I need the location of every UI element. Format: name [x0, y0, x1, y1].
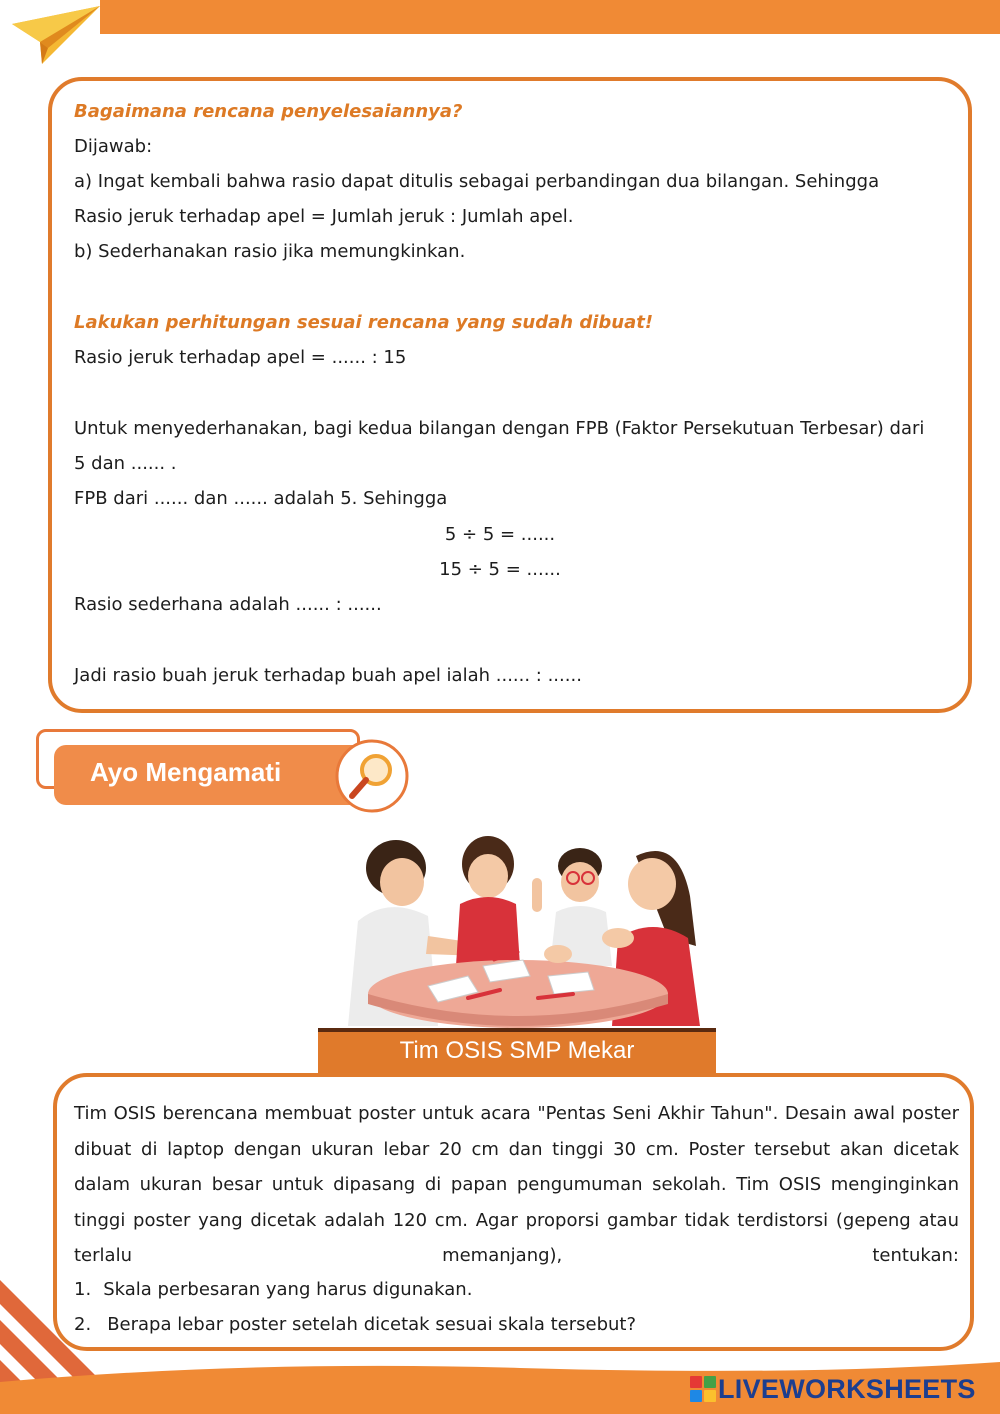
problem-item-number: 1.	[74, 1279, 92, 1300]
answer-label: Dijawab:	[74, 136, 153, 157]
paper-plane-icon	[8, 2, 100, 66]
fpb-line: FPB dari ...... dan ...... adalah 5. Sehingga	[74, 488, 448, 509]
problem-item-text: Berapa lebar poster setelah dicetak sesuai skala tersebut?	[107, 1314, 637, 1335]
banner-label: Ayo Mengamati	[90, 757, 282, 787]
header-bar	[100, 0, 1000, 34]
magnifier-icon	[334, 738, 410, 814]
simplify-line-2: 5 dan ...... .	[74, 453, 177, 474]
calc-heading: Lakukan perhitungan sesuai rencana yang sudah dibuat!	[74, 312, 654, 333]
illustration-caption: Tim OSIS SMP Mekar	[399, 1037, 635, 1064]
problem-item-text: Skala perbesaran yang harus digunakan.	[103, 1279, 473, 1300]
division-line-2: 15 ÷ 5 = ......	[439, 559, 561, 580]
plan-heading: Bagaimana rencana penyelesaiannya?	[74, 101, 463, 122]
problem-paragraph: Tim OSIS berencana membuat poster untuk acara "Pentas Seni Akhir Tahun". Desain awal poster dibuat di laptop dengan ukuran lebar 20 cm dan tinggi 30 cm. Poster tersebut akan dicetak dalam ukuran besar untuk dipasang di papan pengumuman sekolah. Tim OSIS menginginkan tinggi poster yang dicetak adalah 120 cm. Agar proporsi gambar tidak terdistorsi (gepeng atau terlalu memanjang), tentukan:	[74, 1103, 959, 1266]
problem-item	[74, 1307, 636, 1342]
logo-squares	[690, 1376, 716, 1402]
division-line-1: 5 ÷ 5 = ......	[444, 524, 556, 545]
step-a-line-1: a) Ingat kembali bahwa rasio dapat ditulis sebagai perbandingan dua bilangan. Sehingga	[74, 171, 880, 192]
liveworksheets-logo	[690, 1372, 976, 1406]
problem-item-number: 2.	[74, 1314, 92, 1335]
simple-ratio-line: Rasio sederhana adalah ...... : ......	[74, 594, 382, 615]
simplify-line-1: Untuk menyederhanakan, bagi kedua bilangan dengan FPB (Faktor Persekutuan Terbesar) dari	[74, 418, 925, 439]
students-illustration	[318, 826, 718, 1032]
conclusion-line: Jadi rasio buah jeruk terhadap buah apel ialah ...... : ......	[74, 665, 582, 686]
ratio-line: Rasio jeruk terhadap apel = ...... : 15	[74, 347, 407, 368]
logo-text: LIVEWORKSHEETS	[718, 1373, 976, 1404]
step-a-line-2: Rasio jeruk terhadap apel = Jumlah jeruk : Jumlah apel.	[74, 206, 574, 227]
step-b-line: b) Sederhanakan rasio jika memungkinkan.	[74, 241, 466, 262]
